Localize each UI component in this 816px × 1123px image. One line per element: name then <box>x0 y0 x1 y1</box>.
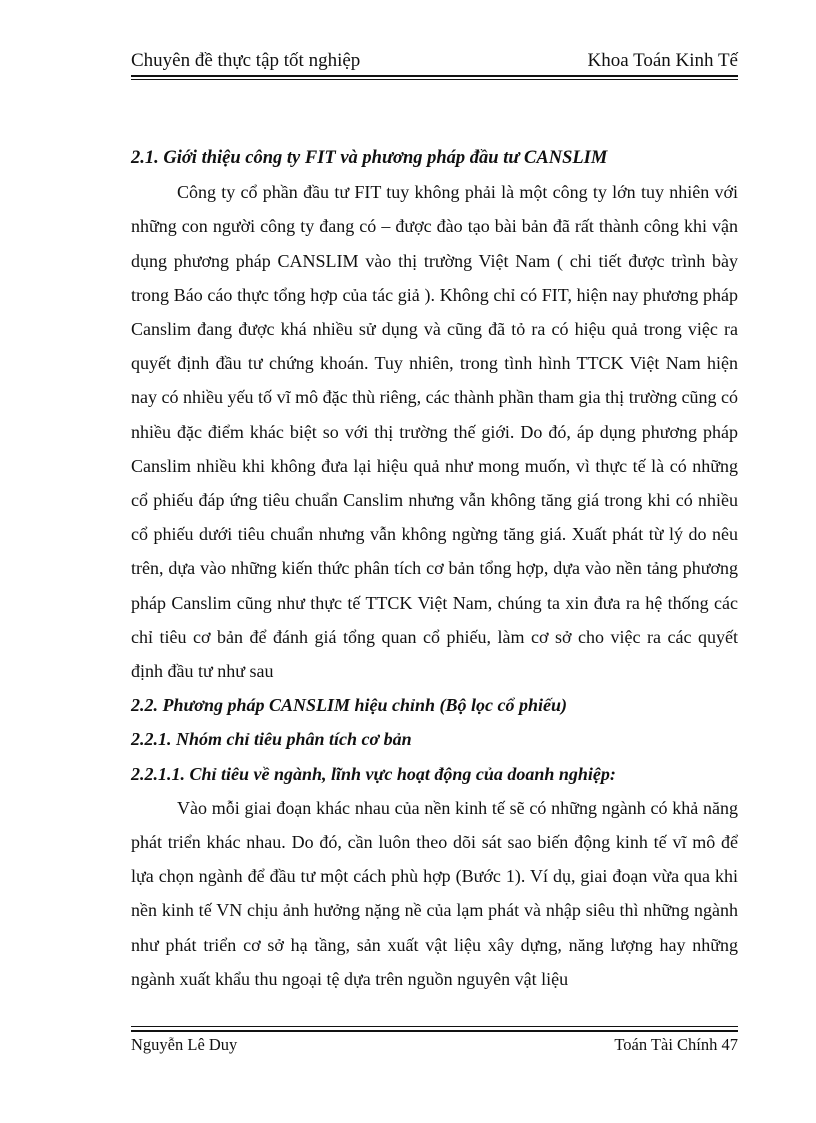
footer-author: Nguyễn Lê Duy <box>131 1035 238 1054</box>
section-2-2-heading: 2.2. Phương pháp CANSLIM hiệu chỉnh (Bộ lọc cổ phiếu) <box>131 695 568 716</box>
header-department: Khoa Toán Kinh Tế <box>587 50 738 71</box>
section-2-2-1-1-heading: 2.2.1.1. Chỉ tiêu về ngành, lĩnh vực hoạt động của doanh nghiệp: <box>131 763 616 784</box>
page-body <box>131 141 738 996</box>
section-2-1-paragraph: Công ty cổ phần đầu tư FIT tuy không phải là một công ty lớn tuy nhiên với những con người công ty đang có – được đào tạo bài bản đã rất thành công khi vận dụng phương pháp CANSLIM vào thị trường Việt Nam ( chi tiết được trình bày trong Báo cáo thực tổng hợp của tác giả ). Không chỉ có FIT, hiện nay phương pháp Canslim đang được khá nhiều sử dụng và cũng đã tỏ ra có hiệu quả trong việc ra quyết định đầu tư chứng khoán. Tuy nhiên, trong tình hình TTCK Việt Nam hiện nay có nhiều yếu tố vĩ mô đặc thù riêng, các thành phần tham gia thị trường cũng có nhiều đặc điểm khác biệt so với thị trường thế giới. Do đó, áp dụng phương pháp Canslim nhiều khi không đưa lại hiệu quả như mong muốn, vì thực tế là có những cổ phiếu đáp ứng tiêu chuẩn Canslim nhưng vẫn không tăng giá trong khi có nhiều cổ phiếu dưới tiêu chuẩn nhưng vẫn không ngừng tăng giá. Xuất phát từ lý do nêu trên, dựa vào những kiến thức phân tích cơ bản tổng hợp, dựa vào nền tảng phương pháp Canslim cũng như thực tế TTCK Việt Nam, chúng ta xin đưa ra hệ thống các chỉ tiêu cơ bản để đánh giá tổng quan cổ phiếu, làm cơ sở cho việc ra các quyết định đầu tư như sau <box>131 182 738 682</box>
page-header <box>131 50 738 78</box>
footer-class-page: Toán Tài Chính 47 <box>614 1035 738 1054</box>
section-2-2-1-heading: 2.2.1. Nhóm chỉ tiêu phân tích cơ bản <box>131 729 412 750</box>
section-2-1-heading: 2.1. Giới thiệu công ty FIT và phương pháp đầu tư CANSLIM <box>131 148 608 168</box>
section-2-2-1-1-paragraph: Vào mỗi giai đoạn khác nhau của nền kinh tế sẽ có những ngành có khả năng phát triển khác nhau. Do đó, cần luôn theo dõi sát sao biến động kinh tế vĩ mô để lựa chọn ngành để đầu tư một cách phù hợp (Bước 1). Ví dụ, giai đoạn vừa qua khi nền kinh tế VN chịu ảnh hưởng nặng nề của lạm phát và nhập siêu thì những ngành như phát triển cơ sở hạ tầng, sản xuất vật liệu xây dựng, năng lượng hay những ngành xuất khẩu thu ngoại tệ dựa trên nguồn nguyên vật liệu <box>131 797 738 989</box>
footer-rule-thick <box>131 1030 738 1032</box>
header-rule-thick <box>131 75 738 77</box>
footer-rule-thin <box>131 1026 738 1027</box>
header-rule-thin <box>131 79 738 80</box>
header-thesis-title: Chuyên đề thực tập tốt nghiệp <box>131 50 361 71</box>
